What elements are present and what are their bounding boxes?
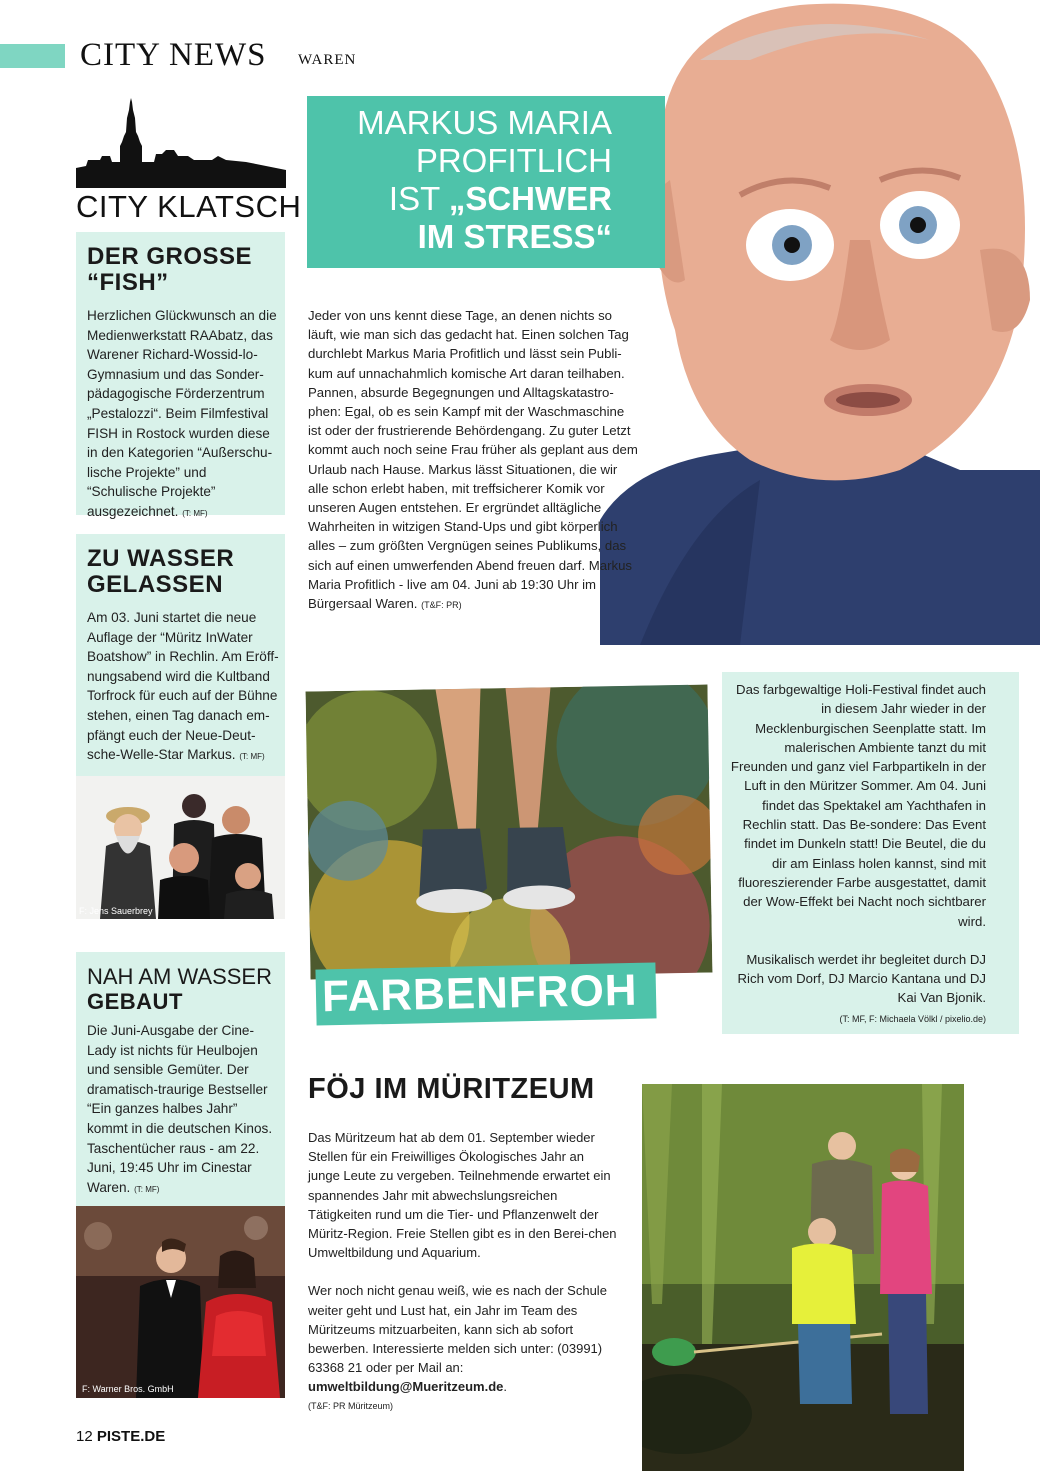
farbenfroh-headline: FARBENFROH (321, 965, 639, 1022)
foej-email-line (308, 1377, 618, 1396)
cinelady-title-1: NAH AM WASSER (87, 964, 272, 989)
logo-label: CITY KLATSCH (76, 189, 302, 224)
band-silhouettes (76, 776, 285, 919)
fish-body: Herzlichen Glückwunsch an die Medienwerkstatt RAAbatz, das Warener Richard-Wossid-lo-Gymnasium und das Sonder-pädagogische Förderzentrum „Pestalozzi“. Beim Filmfestival FISH in Rostock wurden diese in den Kategorien “Außerschu-lische Projekte” und “Schulische Projekte” ausgezeichnet. (87, 308, 277, 519)
holi-para-2: Musikalisch werdet ihr begleitet durch DJ Rich vom Dorf, DJ Marcio Kantana und DJ Kai Van Bjonik. (737, 951, 986, 1006)
feature-text (308, 306, 638, 615)
boatshow-title-1: ZU WASSER (87, 545, 235, 572)
foej-email-suffix: . (503, 1379, 508, 1395)
holi-text (730, 680, 986, 1029)
kids-pond-photo (642, 1084, 964, 1471)
section-title: CITY NEWS (80, 37, 267, 73)
boatshow-text (87, 608, 279, 767)
foej-para-1: Das Müritzeum hat ab dem 01. September wieder Stellen für ein Freiwilliges Ökologisches Jahr an junge Leute zu vergeben. Teilnehmende erwartet ein spannendes Jahr mit abwechslungsreichen Tätigkeiten rund um die Tier- und Pflanzenwelt der Müritz-Region. Freie Stellen gibt es in den Berei-chen Umweltbildung und Aquarium. (308, 1130, 617, 1261)
cinelady-title-2: GEBAUT (87, 989, 183, 1014)
headline-line-2: PROFITLICH (415, 142, 612, 179)
foej-email-link[interactable]: umweltbildung@Mueritzeum.de (308, 1379, 504, 1395)
band-photo-credit: F: Jens Sauerbrey (79, 906, 153, 916)
feature-body: Jeder von uns kennt diese Tage, an denen nichts so läuft, wie man sich das gedacht hat. Einen solchen Tag durchlebt Markus Maria Profitlich und lässt sein Publi-kum auf unnachahmlich komische Art daran teilhaben. Pannen, absurde Begegnungen und Alltagskatastro-phen: Egal, ob es sein Kampf mit der Waschmaschine ist oder der frustrierende Behördengang. Zu guter Letzt kommt auch noch seine Frau früher als geplant aus dem Urlaub nach Hause. Markus lässt Situationen, die wir alle schon erlebt haben, mit treffsicherer Komik vor unseren Augen entstehen. Er ergründet alltägliche Wahrheiten in witzigen Stand-Ups und gibt körperlich alles – zum größten Vergnügen seines Publikums, das sich auf einen umwerfenden Abend freuen darf. Markus Maria Profitlich - live am 04. Juni ab 19:30 Uhr im Bürgersaal Waren. (308, 308, 638, 612)
cinelady-body: Die Juni-Ausgabe der Cine-Lady ist nichts für Heulbojen und sensible Gemüter. Der dramatisch-traurige Bestseller “Ein ganzes halbes Jahr” kommt in die deutschen Kinos. Taschentücher raus - am 22. Juni, 19:45 Uhr im Cinestar Waren. (87, 1023, 273, 1195)
portrait-illustration (600, 0, 1040, 645)
holi-credit: (T: MF, F: Michaela Völkl / pixelio.de) (839, 1013, 986, 1024)
band-photo (76, 776, 285, 919)
movie-photo-credit: F: Warner Bros. GmbH (82, 1384, 174, 1394)
fish-title-2: “FISH” (87, 269, 169, 296)
boatshow-title-2: GELASSEN (87, 571, 224, 598)
foej-headline: FÖJ IM MÜRITZEUM (308, 1073, 595, 1105)
feature-credit: (T&F: PR) (421, 600, 462, 611)
page-footer (76, 1428, 165, 1445)
foej-para-2: Wer noch nicht genau weiß, wie es nach der Schule weiter geht und Lust hat, ein Jahr im Team des Müritzeums mitzuarbeiten, kann sich ab sofort bewerben. Interessierte melden sich unter: (03991) 63368 21 oder per Mail an: (308, 1283, 607, 1376)
headline-line-3-light: IST (388, 180, 440, 217)
holi-para-1: Das farbgewaltige Holi-Festival findet auch in diesem Jahr wieder in der Mecklenburgischen Seenplatte statt. Im malerischen Ambiente tanzt du mit Freunden und ganz viel Farbpartikeln in der Luft in den Müritzer Sommer. Am 04. Juni findet das Spektakel am Yachthafen in Rechlin statt. Das Be-sondere: Das Event findet im Dunkeln statt! Die Beutel, die du dir am Einlass holen kannst, sind mit fluoreszierender Farbe ausgestattet, damit der Wow-Effekt bei Nacht noch sichtbarer wird. (730, 682, 986, 929)
headline-line-3 (307, 180, 612, 218)
holi-photo (306, 685, 713, 980)
cinelady-credit: (T: MF) (134, 1184, 160, 1194)
boatshow-body: Am 03. Juni startet die neue Auflage der “Müritz InWater Boatshow” in Rechlin. Am Eröff-nungsabend wird die Kultband Torfrock für euch auf der Bühne stehen, einen Tag danach em-pfängt euch der Neue-Deut-sche-Welle-Star Markus. (87, 610, 279, 763)
fish-credit: (T: MF) (182, 508, 208, 518)
headline-line-4: IM STRESS“ (417, 218, 612, 255)
footer-brand: PISTE.DE (96, 1428, 166, 1445)
cinelady-text (87, 1021, 279, 1199)
feature-headline (307, 104, 612, 256)
boatshow-credit: (T: MF) (239, 752, 265, 762)
foej-text (308, 1128, 618, 1416)
holi-illustration (306, 685, 713, 980)
movie-scene (76, 1206, 285, 1398)
movie-photo (76, 1206, 285, 1398)
page-number: 12 (76, 1428, 93, 1445)
city-label: WAREN (298, 52, 357, 68)
fish-text (87, 306, 279, 524)
profitlich-portrait (600, 0, 1040, 645)
header-accent-bar (0, 44, 65, 68)
headline-line-3-bold: „SCHWER (448, 180, 612, 217)
foej-credit: (T&F: PR Müritzeum) (308, 1400, 394, 1411)
headline-line-1: MARKUS MARIA (357, 104, 612, 141)
kids-pond-illustration (642, 1084, 964, 1471)
city-skyline-logo (76, 98, 286, 190)
fish-title-1: DER GROSSE (87, 243, 253, 270)
